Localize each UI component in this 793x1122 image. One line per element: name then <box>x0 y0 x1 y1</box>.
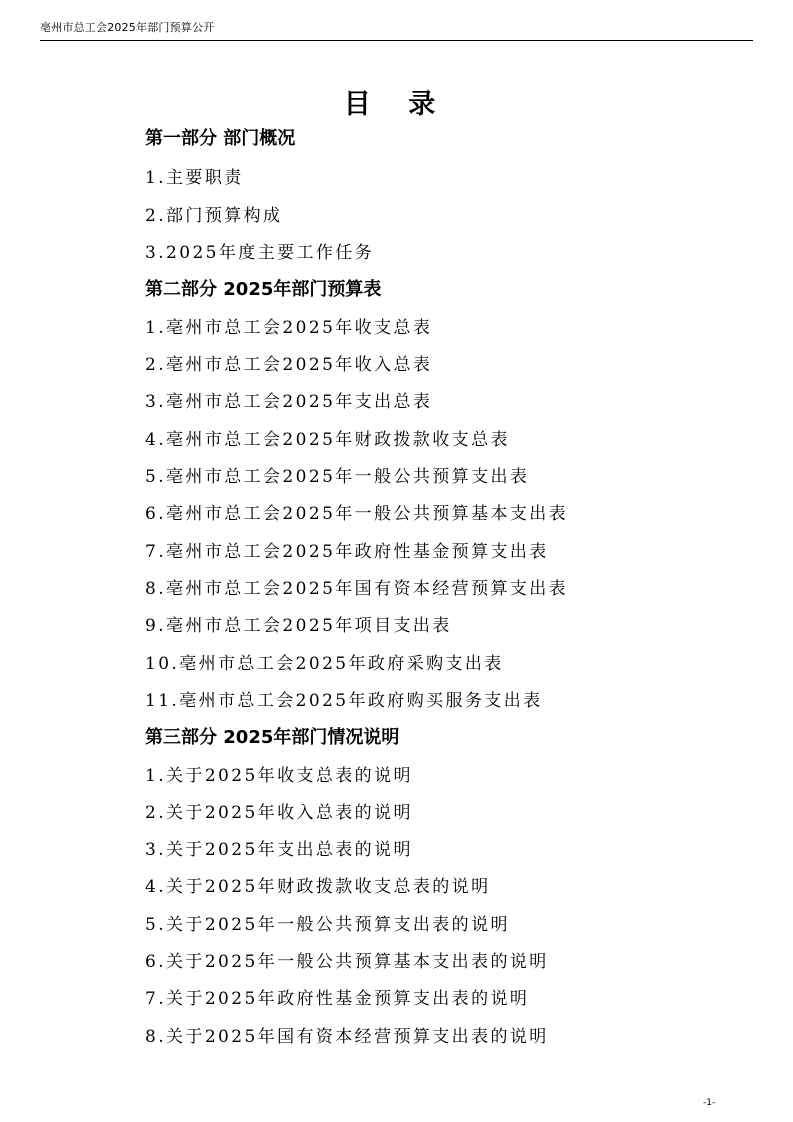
toc-item: 2.亳州市总工会2025年收入总表 <box>145 355 433 375</box>
toc-item: 9.亳州市总工会2025年项目支出表 <box>145 616 452 636</box>
toc-item: 7.关于2025年政府性基金预算支出表的说明 <box>145 989 530 1009</box>
toc-item: 10.亳州市总工会2025年政府采购支出表 <box>145 654 504 674</box>
part1-heading: 第一部分 部门概况 <box>145 128 296 149</box>
toc-item: 5.关于2025年一般公共预算支出表的说明 <box>145 915 510 935</box>
toc-item: 3.2025年度主要工作任务 <box>145 243 375 263</box>
toc-item: 8.关于2025年国有资本经营预算支出表的说明 <box>145 1027 549 1047</box>
toc-item: 11.亳州市总工会2025年政府购买服务支出表 <box>145 691 543 711</box>
toc-item: 2.部门预算构成 <box>145 206 283 226</box>
toc-item: 3.关于2025年支出总表的说明 <box>145 840 413 860</box>
toc-item: 7.亳州市总工会2025年政府性基金预算支出表 <box>145 542 549 562</box>
toc-item: 1.关于2025年收支总表的说明 <box>145 766 413 786</box>
header-title: 亳州市总工会2025年部门预算公开 <box>40 21 215 34</box>
toc-item: 5.亳州市总工会2025年一般公共预算支出表 <box>145 467 530 487</box>
toc-title: 目 录 <box>343 89 450 120</box>
part2-heading: 第二部分 2025年部门预算表 <box>145 279 382 300</box>
toc-item: 2.关于2025年收入总表的说明 <box>145 803 413 823</box>
toc-item: 1.主要职责 <box>145 168 244 188</box>
page-header <box>40 14 753 41</box>
toc-item: 6.关于2025年一般公共预算基本支出表的说明 <box>145 952 549 972</box>
toc-item: 8.亳州市总工会2025年国有资本经营预算支出表 <box>145 579 569 599</box>
toc-item: 6.亳州市总工会2025年一般公共预算基本支出表 <box>145 504 569 524</box>
toc-item: 3.亳州市总工会2025年支出总表 <box>145 392 433 412</box>
page-number: -1- <box>703 1098 716 1108</box>
toc-item: 4.关于2025年财政拨款收支总表的说明 <box>145 877 491 897</box>
toc-item: 4.亳州市总工会2025年财政拨款收支总表 <box>145 430 510 450</box>
part3-heading: 第三部分 2025年部门情况说明 <box>145 727 400 748</box>
toc-item: 1.亳州市总工会2025年收支总表 <box>145 318 433 338</box>
